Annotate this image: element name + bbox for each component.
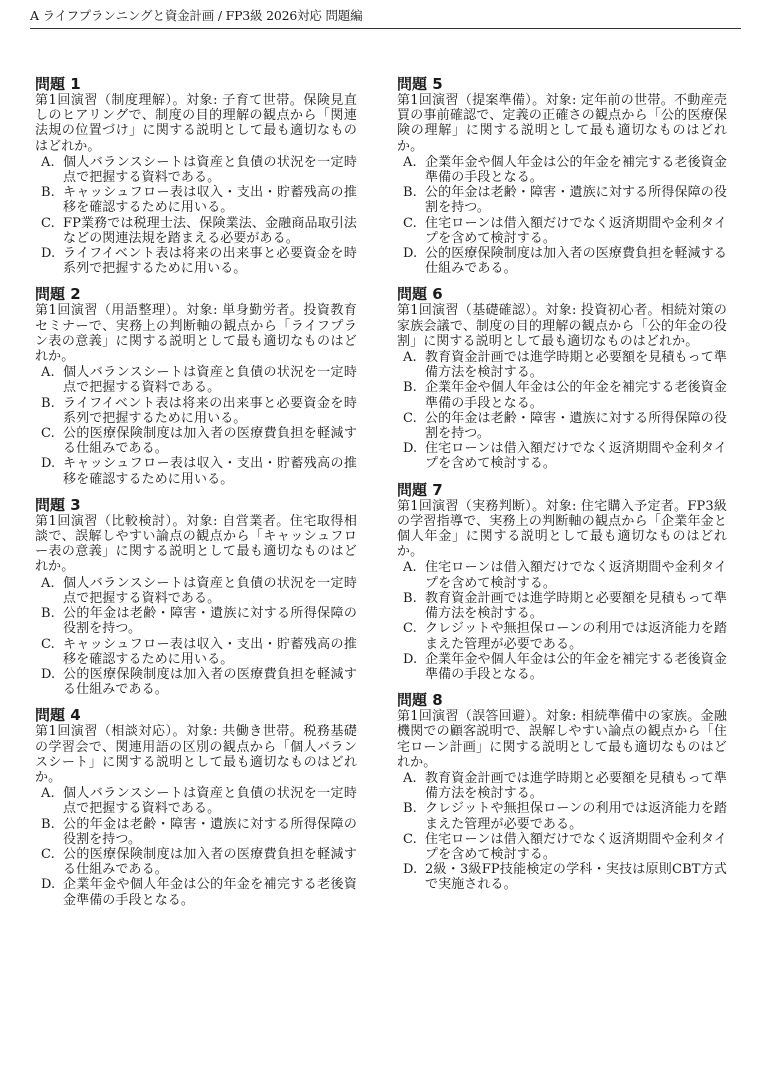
choice-text: 企業年金や個人年金は公的年金を補完する老後資金準備の手段となる。 <box>425 651 727 682</box>
choice-text: 公的医療保険制度は加入者の医療費負担を軽減する仕組みである。 <box>63 666 357 698</box>
choice-letter: B. <box>41 185 55 201</box>
choice-letter: A. <box>403 350 417 366</box>
answer-choice <box>35 396 357 426</box>
choice-text: 住宅ローンは借入額だけでなく返済期間や金利タイプを含めて検討する。 <box>425 831 727 862</box>
right-column <box>397 76 727 903</box>
answer-choice <box>35 786 357 816</box>
choice-letter: C. <box>403 410 417 426</box>
choice-text: 個人バランスシートは資産と負債の状況を一定時点で把握する資料である。 <box>63 786 357 817</box>
choice-letter: A. <box>41 365 55 381</box>
choice-letter: C. <box>41 846 55 862</box>
choice-text: 企業年金や個人年金は公的年金を補完する老後資金準備の手段となる。 <box>425 380 727 411</box>
choice-text: 教育資金計画では進学時期と必要額を見積もって準備方法を検討する。 <box>425 590 727 622</box>
choice-letter: C. <box>403 831 417 847</box>
question-block <box>35 497 357 697</box>
answer-choice <box>397 441 727 471</box>
answer-choice <box>397 560 727 590</box>
choice-text: 公的年金は老齢・障害・遺族に対する所得保障の役割を持つ。 <box>425 410 727 442</box>
question-stem: 第1回演習（基礎確認）。対象: 投資初心者。相続対策の家族会議で、制度の目的理解の観点から「公的年金の役割」に関する説明として最も適切なものはどれか。 <box>397 303 727 349</box>
question-title: 問題 3 <box>35 495 81 514</box>
choice-text: 教育資金計画では進学時期と必要額を見積もって準備方法を検討する。 <box>425 350 727 381</box>
choice-letter: A. <box>41 786 55 802</box>
answer-choice <box>35 365 357 395</box>
left-column <box>35 76 357 918</box>
choice-letter: D. <box>41 246 56 262</box>
choice-letter: D. <box>403 441 418 457</box>
choice-list <box>35 365 357 487</box>
header-title: A ライフプランニングと資金計画 / FP3級 2026対応 問題編 <box>30 8 363 23</box>
question-block <box>397 692 727 892</box>
answer-choice <box>397 621 727 651</box>
choice-letter: B. <box>403 590 417 606</box>
choice-text: FP業務では税理士法、保険業法、金融商品取引法などの関連法規を踏まえる必要がある。 <box>63 215 357 246</box>
question-stem: 第1回演習（誤答回避）。対象: 相続準備中の家族。金融機関での顧客説明で、誤解しやすい論点の観点から「住宅ローン計画」に関する説明として最も適切なものはどれか。 <box>397 709 727 770</box>
choice-text: 公的年金は老齢・障害・遺族に対する所得保障の役割を持つ。 <box>63 606 357 637</box>
answer-choice <box>35 426 357 456</box>
choice-text: 企業年金や個人年金は公的年金を補完する老後資金準備の手段となる。 <box>63 877 357 908</box>
choice-list <box>397 771 727 893</box>
choice-letter: C. <box>403 215 417 231</box>
choice-letter: D. <box>41 877 56 893</box>
choice-letter: A. <box>41 154 55 170</box>
choice-text: 公的年金は老齢・障害・遺族に対する所得保障の役割を持つ。 <box>425 185 727 216</box>
question-block <box>35 286 357 486</box>
answer-choice <box>35 637 357 667</box>
answer-choice <box>35 847 357 877</box>
answer-choice <box>397 862 727 892</box>
choice-text: 公的医療保険制度は加入者の医療費負担を軽減する仕組みである。 <box>63 846 357 878</box>
answer-choice <box>35 576 357 606</box>
choice-letter: B. <box>41 606 55 622</box>
choice-text: 住宅ローンは借入額だけでなく返済期間や金利タイプを含めて検討する。 <box>425 215 727 246</box>
question-block <box>35 76 357 276</box>
choice-letter: C. <box>41 636 55 652</box>
choice-text: 企業年金や個人年金は公的年金を補完する老後資金準備の手段となる。 <box>425 154 727 186</box>
choice-letter: D. <box>403 246 418 262</box>
answer-choice <box>397 591 727 621</box>
question-title: 問題 2 <box>35 285 81 304</box>
question-block <box>35 707 357 907</box>
question-block <box>397 286 727 471</box>
answer-choice <box>397 771 727 801</box>
question-title: 問題 6 <box>397 285 443 304</box>
choice-letter: A. <box>403 770 417 786</box>
choice-text: キャッシュフロー表は収入・支出・貯蓄残高の推移を確認するために用いる。 <box>63 456 357 487</box>
choice-letter: C. <box>403 621 417 637</box>
answer-choice <box>35 185 357 215</box>
choice-list <box>397 155 727 277</box>
answer-choice <box>35 246 357 276</box>
answer-choice <box>397 185 727 215</box>
choice-letter: C. <box>41 426 55 442</box>
choice-text: ライフイベント表は将来の出来事と必要資金を時系列で把握するために用いる。 <box>63 395 357 426</box>
question-stem: 第1回演習（実務判断）。対象: 住宅購入予定者。FP3級の学習指導で、実務上の判断軸の観点から「企業年金と個人年金」に関する説明として最も適切なものはどれか。 <box>397 498 727 560</box>
choice-letter: B. <box>41 395 55 411</box>
choice-text: 住宅ローンは借入額だけでなく返済期間や金利タイプを含めて検討する。 <box>425 560 727 591</box>
question-title: 問題 7 <box>397 480 443 499</box>
answer-choice <box>35 877 357 907</box>
question-title: 問題 8 <box>397 691 443 710</box>
choice-text: 個人バランスシートは資産と負債の状況を一定時点で把握する資料である。 <box>63 575 357 606</box>
choice-text: クレジットや無担保ローンの利用では返済能力を踏まえた管理が必要である。 <box>425 621 727 652</box>
choice-text: 住宅ローンは借入額だけでなく返済期間や金利タイプを含めて検討する。 <box>425 441 727 472</box>
answer-choice <box>35 155 357 185</box>
answer-choice <box>397 155 727 185</box>
answer-choice <box>397 246 727 276</box>
choice-list <box>35 576 357 698</box>
running-header <box>30 8 741 29</box>
choice-letter: D. <box>41 666 56 682</box>
choice-text: 公的年金は老齢・障害・遺族に対する所得保障の役割を持つ。 <box>63 816 357 847</box>
question-block <box>397 482 727 682</box>
choice-list <box>397 560 727 682</box>
choice-letter: B. <box>403 185 417 201</box>
choice-text: 2級・3級FP技能検定の学科・実技は原則CBT方式で実施される。 <box>425 862 727 893</box>
choice-letter: A. <box>403 560 417 576</box>
choice-text: キャッシュフロー表は収入・支出・貯蓄残高の推移を確認するために用いる。 <box>63 185 357 216</box>
answer-choice <box>397 801 727 831</box>
choice-text: 教育資金計画では進学時期と必要額を見積もって準備方法を検討する。 <box>425 770 727 802</box>
choice-text: 個人バランスシートは資産と負債の状況を一定時点で把握する資料である。 <box>63 154 357 186</box>
choice-list <box>35 786 357 908</box>
choice-letter: A. <box>41 575 55 591</box>
answer-choice <box>397 350 727 380</box>
question-title: 問題 5 <box>397 75 443 93</box>
answer-choice <box>35 456 357 486</box>
choice-letter: C. <box>41 215 55 231</box>
question-title: 問題 4 <box>35 706 81 725</box>
choice-letter: B. <box>41 816 55 832</box>
answer-choice <box>397 652 727 682</box>
choice-list <box>397 350 727 472</box>
answer-choice <box>35 606 357 636</box>
answer-choice <box>35 817 357 847</box>
choice-list <box>35 155 357 277</box>
question-stem: 第1回演習（比較検討）。対象: 自営業者。住宅取得相談で、誤解しやすい論点の観点から「キャッシュフロー表の意義」に関する説明として最も適切なものはどれか。 <box>35 513 357 575</box>
question-stem: 第1回演習（相談対応）。対象: 共働き世帯。税務基礎の学習会で、関連用語の区別の観点から「個人バランスシート」に関する説明として最も適切なものはどれか。 <box>35 724 357 785</box>
question-stem: 第1回演習（制度理解）。対象: 子育て世帯。保険見直しのヒアリングで、制度の目的理解の観点から「関連法規の位置づけ」に関する説明として最も適切なものはどれか。 <box>35 93 357 154</box>
choice-letter: D. <box>41 456 56 472</box>
answer-choice <box>397 411 727 441</box>
answer-choice <box>397 380 727 410</box>
choice-letter: B. <box>403 801 417 817</box>
question-block <box>397 76 727 276</box>
choice-text: クレジットや無担保ローンの利用では返済能力を踏まえた管理が必要である。 <box>425 801 727 832</box>
answer-choice <box>397 216 727 246</box>
choice-text: 個人バランスシートは資産と負債の状況を一定時点で把握する資料である。 <box>63 365 357 396</box>
answer-choice <box>35 216 357 246</box>
question-stem: 第1回演習（用語整理）。対象: 単身勤労者。投資教育セミナーで、実務上の判断軸の観点から「ライフプラン表の意義」に関する説明として最も適切なものはどれか。 <box>35 303 357 365</box>
choice-letter: D. <box>403 651 418 667</box>
choice-text: キャッシュフロー表は収入・支出・貯蓄残高の推移を確認するために用いる。 <box>63 636 357 667</box>
answer-choice <box>35 667 357 697</box>
choice-text: 公的医療保険制度は加入者の医療費負担を軽減する仕組みである。 <box>63 426 357 457</box>
choice-letter: A. <box>403 154 417 170</box>
answer-choice <box>397 832 727 862</box>
question-stem: 第1回演習（提案準備）。対象: 定年前の世帯。不動産売買の事前確認で、定義の正確さの観点から「公的医療保険の理解」に関する説明として最も適切なものはどれか。 <box>397 93 727 154</box>
choice-text: 公的医療保険制度は加入者の医療費負担を軽減する仕組みである。 <box>425 246 727 277</box>
choice-letter: B. <box>403 380 417 396</box>
choice-letter: D. <box>403 862 418 878</box>
choice-text: ライフイベント表は将来の出来事と必要資金を時系列で把握するために用いる。 <box>63 246 357 277</box>
question-title: 問題 1 <box>35 75 81 93</box>
